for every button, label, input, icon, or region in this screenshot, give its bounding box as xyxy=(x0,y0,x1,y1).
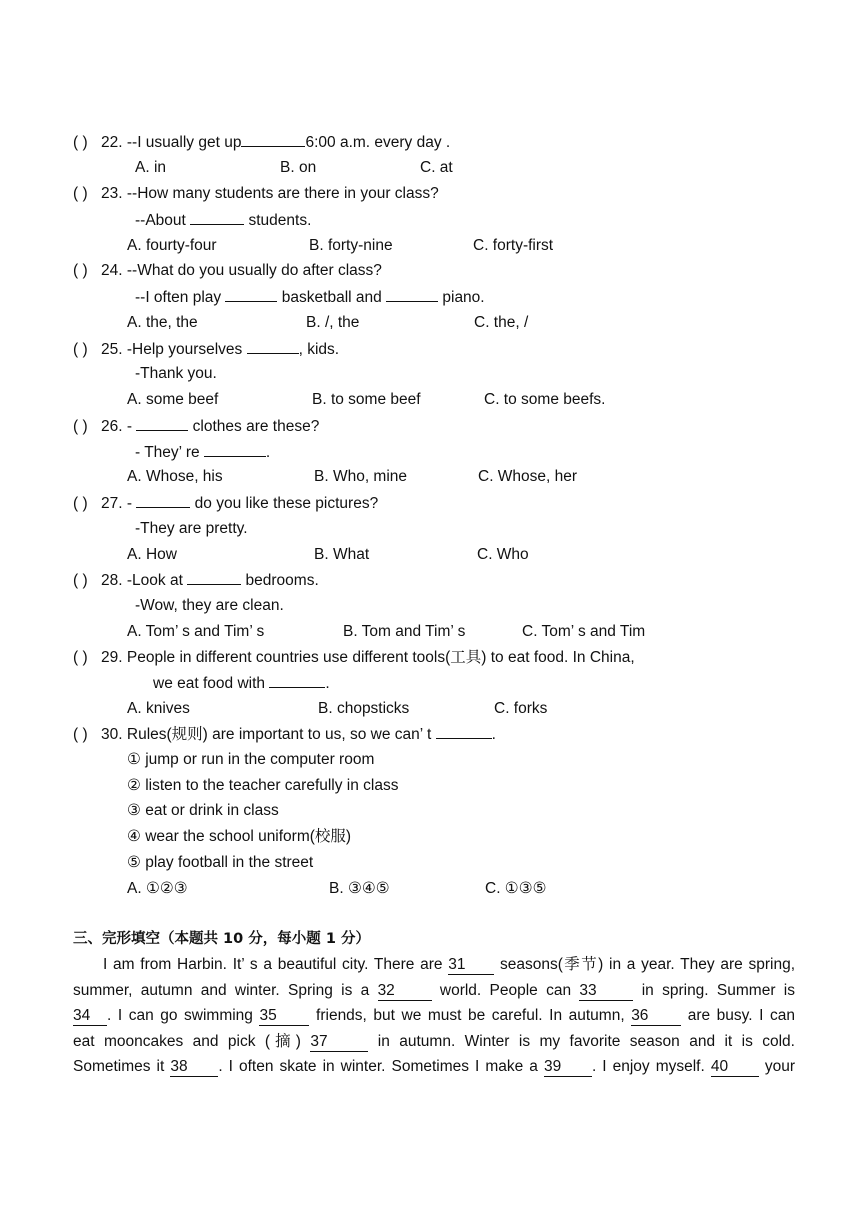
question-number: 23. xyxy=(101,185,123,202)
option-a[interactable]: A. How xyxy=(127,546,177,563)
passage-text: . I can go swimming xyxy=(107,1007,253,1024)
question-25 xyxy=(73,339,339,360)
rule-item: ③ eat or drink in class xyxy=(127,802,279,819)
passage-text: summer, autumn and winter. Spring is a xyxy=(73,981,370,999)
passage-text: . I enjoy myself. xyxy=(591,1058,705,1075)
option-a[interactable]: A. ①②③ xyxy=(127,880,188,897)
question-stem: Rules(规则) are important to us, so we can’ t xyxy=(126,726,432,743)
answer-blank[interactable] xyxy=(225,287,277,302)
cloze-blank-39[interactable]: 39 xyxy=(544,1058,592,1077)
answer-blank[interactable] xyxy=(136,493,190,508)
cloze-blank-34[interactable]: 34 xyxy=(73,1007,107,1026)
passage-text: eat mooncakes and pick (摘) xyxy=(73,1032,301,1050)
question-stem: bedrooms. xyxy=(245,572,319,589)
option-c[interactable]: C. the, / xyxy=(474,314,529,331)
question-22 xyxy=(73,132,450,153)
question-stem: --What do you usually do after class? xyxy=(126,262,382,279)
question-number: 28. xyxy=(101,572,123,589)
question-number: 27. xyxy=(101,495,123,512)
passage-line xyxy=(73,1029,795,1055)
answer-blank[interactable] xyxy=(386,287,438,302)
answer-bracket: ( ) xyxy=(73,185,88,202)
option-a[interactable]: A. knives xyxy=(127,700,190,717)
passage-text: friends, but we must be careful. In autumn, xyxy=(316,1007,625,1024)
question-continuation xyxy=(153,673,330,694)
option-c[interactable]: C. ①③⑤ xyxy=(485,880,547,897)
answer-blank[interactable] xyxy=(136,416,188,431)
question-26 xyxy=(73,416,319,437)
question-30 xyxy=(73,724,496,745)
stem-text: we eat food with xyxy=(153,675,266,692)
option-b[interactable]: B. /, the xyxy=(306,314,360,331)
passage-text: your xyxy=(764,1058,796,1075)
question-stem: , kids. xyxy=(298,341,340,358)
reply-text: students. xyxy=(248,212,312,229)
option-c[interactable]: C. Whose, her xyxy=(478,468,578,485)
option-a[interactable]: A. Tom’ s and Tim’ s xyxy=(127,623,265,640)
answer-blank[interactable] xyxy=(436,724,492,739)
option-a[interactable]: A. the, the xyxy=(127,314,198,331)
question-stem: 6:00 a.m. every day . xyxy=(305,134,451,151)
answer-bracket: ( ) xyxy=(73,649,88,666)
answer-bracket: ( ) xyxy=(73,418,88,435)
cloze-blank-38[interactable]: 38 xyxy=(170,1058,218,1077)
reply-text: --I often play xyxy=(135,289,222,306)
option-c[interactable]: C. at xyxy=(420,159,453,176)
question-number: 24. xyxy=(101,262,123,279)
question-28 xyxy=(73,570,319,591)
reply-text: - They’ re xyxy=(135,444,200,461)
question-number: 25. xyxy=(101,341,123,358)
rule-item: ④ wear the school uniform(校服) xyxy=(127,828,352,845)
question-reply xyxy=(135,287,485,308)
question-stem: clothes are these? xyxy=(192,418,320,435)
answer-blank[interactable] xyxy=(241,132,305,147)
rule-item: ① jump or run in the computer room xyxy=(127,751,375,768)
answer-bracket: ( ) xyxy=(73,726,88,743)
question-reply: -They are pretty. xyxy=(135,520,248,537)
passage-line xyxy=(73,952,795,978)
question-27 xyxy=(73,493,378,514)
answer-blank[interactable] xyxy=(204,442,266,457)
cloze-blank-36[interactable]: 36 xyxy=(631,1007,681,1026)
cloze-blank-40[interactable]: 40 xyxy=(711,1058,759,1077)
rule-item: ⑤ play football in the street xyxy=(127,854,314,871)
reply-text: --About xyxy=(135,212,186,229)
question-reply: -Thank you. xyxy=(135,365,217,382)
passage-text: in autumn. Winter is my favorite season and it is cold. xyxy=(377,1032,795,1050)
question-reply: -Wow, they are clean. xyxy=(135,597,284,614)
option-c[interactable]: C. forks xyxy=(494,700,548,717)
answer-blank[interactable] xyxy=(247,339,299,354)
option-c[interactable]: C. to some beefs. xyxy=(484,391,606,408)
option-c[interactable]: C. Who xyxy=(477,546,529,563)
option-c[interactable]: C. forty-first xyxy=(473,237,554,254)
option-b[interactable]: B. to some beef xyxy=(312,391,421,408)
passage-text: Sometimes it xyxy=(73,1058,165,1075)
option-b[interactable]: B. forty-nine xyxy=(309,237,393,254)
stem-text: . xyxy=(325,675,330,692)
question-stem: do you like these pictures? xyxy=(194,495,379,512)
question-stem: - xyxy=(126,418,133,435)
question-stem: . xyxy=(491,726,496,743)
answer-blank[interactable] xyxy=(187,570,241,585)
option-b[interactable]: B. chopsticks xyxy=(318,700,410,717)
passage-text: in spring. Summer is xyxy=(641,981,795,999)
question-stem: People in different countries use different tools(工具) to eat food. In China, xyxy=(126,649,635,666)
answer-blank[interactable] xyxy=(190,210,244,225)
question-number: 26. xyxy=(101,418,123,435)
option-b[interactable]: B. Tom and Tim’ s xyxy=(343,623,466,640)
passage-text: . I often skate in winter. Sometimes I make a xyxy=(218,1058,538,1075)
option-a[interactable]: A. Whose, his xyxy=(127,468,223,485)
reply-text: piano. xyxy=(442,289,485,306)
option-b[interactable]: B. What xyxy=(314,546,370,563)
answer-blank[interactable] xyxy=(269,673,325,688)
question-stem: --How many students are there in your class? xyxy=(126,185,439,202)
reply-text: basketball and xyxy=(281,289,382,306)
question-stem: --I usually get up xyxy=(126,134,242,151)
passage-text: world. People can xyxy=(439,981,572,999)
passage-line xyxy=(73,1054,795,1080)
passage-line xyxy=(73,978,795,1004)
cloze-blank-32[interactable]: 32 xyxy=(378,982,432,1001)
passage-text: seasons(季节) in a year. They are spring, xyxy=(499,956,796,973)
answer-bracket: ( ) xyxy=(73,134,88,151)
passage-text: are busy. I can xyxy=(687,1007,795,1024)
question-stem: - xyxy=(126,495,133,512)
answer-bracket: ( ) xyxy=(73,341,88,358)
question-24 xyxy=(73,261,382,281)
answer-bracket: ( ) xyxy=(73,495,88,512)
rule-item: ② listen to the teacher carefully in class xyxy=(127,777,399,794)
cloze-blank-35[interactable]: 35 xyxy=(259,1007,309,1026)
question-number: 30. xyxy=(101,726,123,743)
question-number: 22. xyxy=(101,134,123,151)
option-b[interactable]: B. Who, mine xyxy=(314,468,408,485)
question-reply xyxy=(135,210,311,231)
cloze-blank-37[interactable]: 37 xyxy=(310,1033,368,1052)
question-reply xyxy=(135,442,270,463)
answer-bracket: ( ) xyxy=(73,572,88,589)
question-stem: -Look at xyxy=(126,572,183,589)
reply-text: . xyxy=(265,444,271,461)
question-number: 29. xyxy=(101,649,123,666)
question-23 xyxy=(73,184,439,204)
option-a[interactable]: A. in xyxy=(135,159,167,176)
option-c[interactable]: C. Tom’ s and Tim xyxy=(522,623,646,640)
cloze-blank-33[interactable]: 33 xyxy=(579,982,633,1001)
question-29 xyxy=(73,648,635,668)
option-b[interactable]: B. on xyxy=(280,159,317,176)
option-a[interactable]: A. some beef xyxy=(127,391,219,408)
passage-text: I am from Harbin. It’ s a beautiful city. There are xyxy=(103,956,443,973)
section-title: 三、完形填空（本题共 10 分，每小题 1 分） xyxy=(73,931,370,947)
passage-line xyxy=(73,1003,795,1029)
cloze-passage xyxy=(73,952,795,1080)
question-stem: -Help yourselves xyxy=(126,341,243,358)
answer-bracket: ( ) xyxy=(73,262,88,279)
option-a[interactable]: A. fourty-four xyxy=(127,237,217,254)
cloze-blank-31[interactable]: 31 xyxy=(448,956,494,975)
option-b[interactable]: B. ③④⑤ xyxy=(329,880,390,897)
